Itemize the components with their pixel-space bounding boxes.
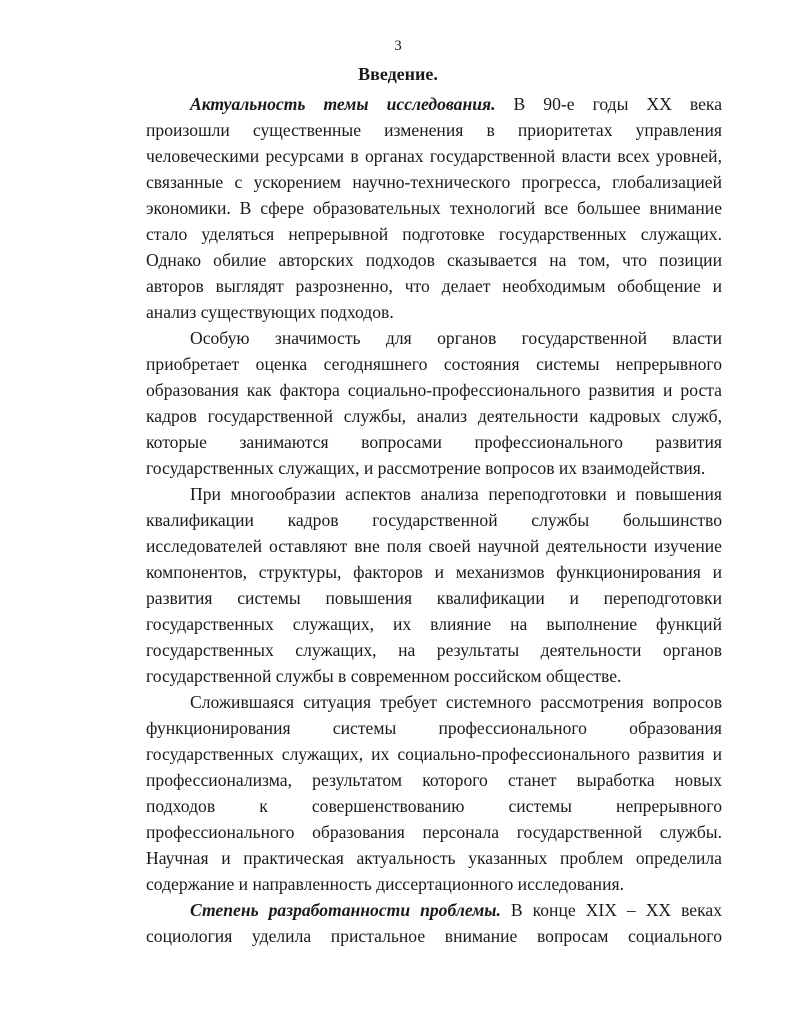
- text-line: При многообразии аспектов анализа переподготовки и повышения: [190, 484, 722, 504]
- text-line: профессионального образования персонала государственной службы.: [146, 822, 722, 842]
- text-line: кадров государственной службы, анализ деятельности кадровых служб,: [146, 406, 722, 426]
- text-line: квалификации кадров государственной службы большинство: [146, 510, 722, 530]
- text-line: компонентов, структуры, факторов и механизмов функционирования и: [146, 562, 722, 582]
- text-line: подходов к совершенствованию системы непрерывного: [146, 796, 722, 816]
- text-line: профессионализма, результатом которого станет выработка новых: [146, 770, 722, 790]
- text-line: стало уделяться непрерывной подготовке государственных служащих.: [146, 224, 722, 244]
- text-line: [190, 92, 722, 116]
- text-line: авторов выглядят разрозненно, что делает необходимым обобщение и: [146, 276, 722, 296]
- text-line: приобретает оценка сегодняшнего состояния системы непрерывного: [146, 354, 722, 374]
- text-line: государственных служащих, их социально-профессионального развития и: [146, 744, 722, 764]
- page-number: 3: [394, 38, 402, 54]
- text-line: развития системы повышения квалификации и переподготовки: [146, 588, 722, 608]
- text-line: Особую значимость для органов государственной власти: [190, 328, 722, 348]
- text-line: Научная и практическая актуальность указанных проблем определила: [146, 848, 722, 868]
- text-line: государственных служащих, их влияние на выполнение функций: [146, 614, 722, 634]
- text-line: анализ существующих подходов.: [146, 302, 394, 322]
- text-line: Однако обилие авторских подходов сказывается на том, что позиции: [146, 250, 722, 270]
- text-line: содержание и направленность диссертационного исследования.: [146, 874, 624, 894]
- page-title: Введение.: [358, 64, 438, 84]
- text-line: государственных служащих, и рассмотрение вопросов их взаимодействия.: [146, 458, 706, 478]
- line-text: В конце XIX – XX веках: [500, 900, 722, 920]
- text-line: экономики. В сфере образовательных технологий все большее внимание: [146, 198, 722, 218]
- text-line: социология уделила пристальное внимание вопросам социального: [146, 926, 722, 946]
- text-line: человеческими ресурсами в органах государственной власти всех уровней,: [146, 146, 722, 166]
- text-line: государственных служащих, на результаты деятельности органов: [146, 640, 722, 660]
- text-line: Сложившаяся ситуация требует системного рассмотрения вопросов: [190, 692, 722, 712]
- text-line: образования как фактора социально-профессионального развития и роста: [146, 380, 722, 400]
- text-line: исследователей оставляют вне поля своей научной деятельности изучение: [146, 536, 722, 556]
- text-line: государственной службы в современном российском обществе.: [146, 666, 622, 686]
- section-lead: Степень разработанности проблемы.: [190, 900, 501, 920]
- text-line: функционирования системы профессионального образования: [146, 718, 722, 738]
- text-line: [190, 898, 722, 922]
- section-lead: Актуальность темы исследования.: [190, 94, 496, 114]
- text-line: произошли существенные изменения в приоритетах управления: [146, 120, 722, 140]
- text-line: связанные с ускорением научно-технического прогресса, глобализацией: [146, 172, 722, 192]
- line-text: В 90-е годы XX века: [495, 94, 723, 114]
- text-line: которые занимаются вопросами профессионального развития: [146, 432, 722, 452]
